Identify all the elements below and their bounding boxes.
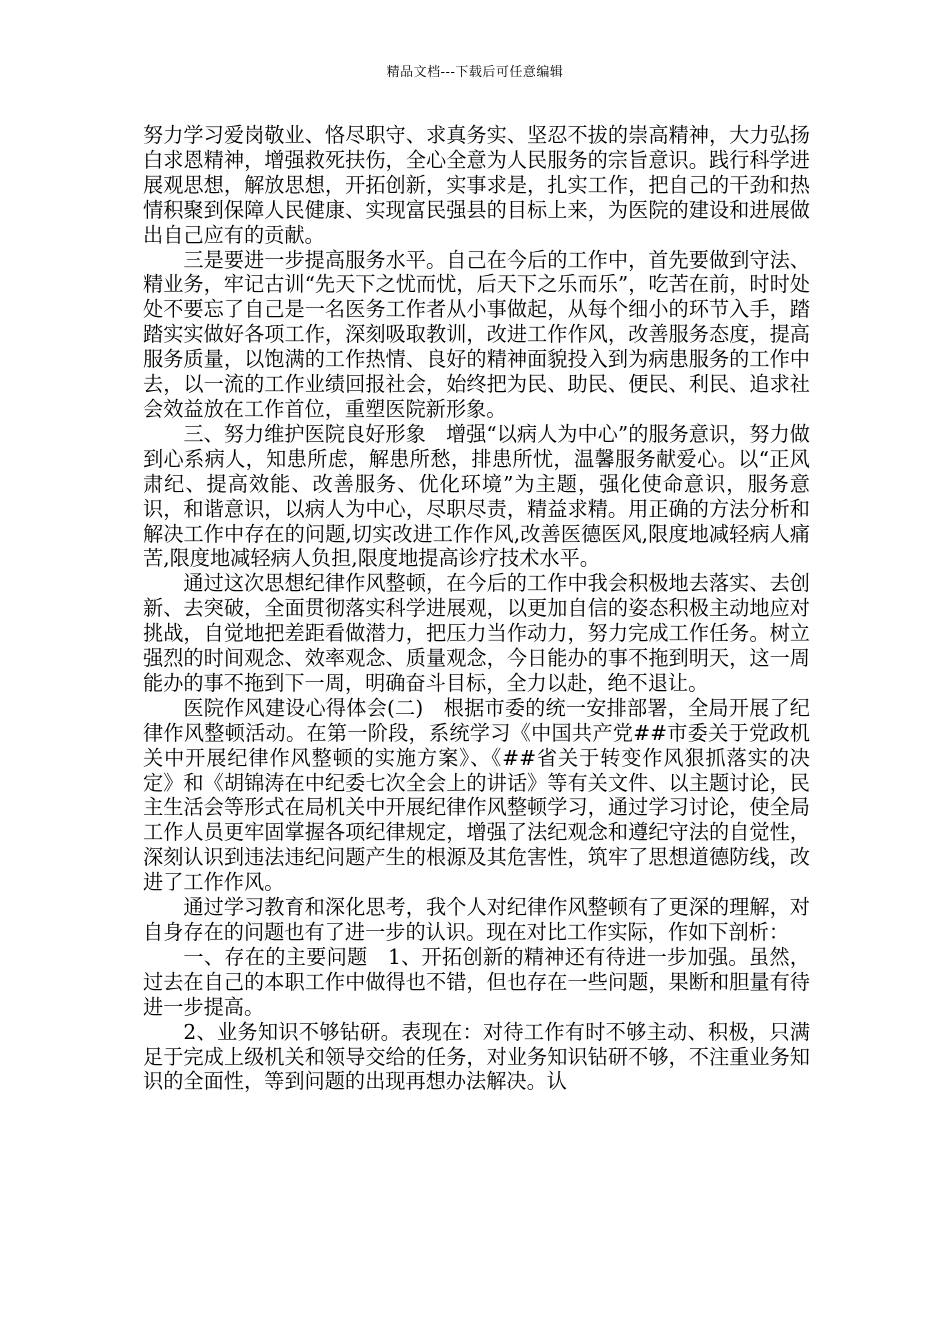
document-body [143, 123, 810, 1094]
page-header: 精品文档---下载后可任意编辑 [386, 65, 564, 80]
paragraph-8: 2、业务知识不够钻研。表现在：对待工作有时不够主动、积极，只满足于完成上级机关和领导交给的任务，对业务知识钻研不够，不注重业务知识的全面性，等到问题的出现再想办法解决。认 [143, 1019, 810, 1094]
paragraph-4: 通过这次思想纪律作风整顿，在今后的工作中我会积极地去落实、去创新、去突破，全面贯彻落实科学进展观，以更加自信的姿态积极主动地应对挑战，自觉地把差距看做潜力，把压力当作动力，努力完成工作任务。树立强烈的时间观念、效率观念、质量观念，今日能办的事不拖到明天，这一周能办的事不拖到下一周，明确奋斗目标，全力以赴，绝不退让。 [143, 571, 810, 695]
paragraph-7: 一、存在的主要问题 1、开拓创新的精神还有待进一步加强。虽然，过去在自己的本职工作中做得也不错，但也存在一些问题，果断和胆量有待进一步提高。 [143, 944, 810, 1019]
paragraph-3: 三、努力维护医院良好形象 增强“以病人为中心”的服务意识，努力做到心系病人，知患所虑，解患所愁，排患所忧，温馨服务献爱心。以“正风肃纪、提高效能、改善服务、优化环境”为主题，强化使命意识，服务意识，和谐意识，以病人为中心，尽职尽责，精益求精。用正确的方法分析和解决工作中存在的问题,切实改进工作作风,改善医德医风,限度地减轻病人痛苦,限度地减轻病人负担,限度地提高诊疗技术水平。 [143, 421, 810, 571]
paragraph-2: 三是要进一步提高服务水平。自己在今后的工作中，首先要做到守法、精业务，牢记古训“先天下之忧而忧，后天下之乐而乐”，吃苦在前，时时处处不要忘了自己是一名医务工作者从小事做起，从每个细小的环节入手，踏踏实实做好各项工作，深刻吸取教训，改进工作作风，改善服务态度，提高服务质量，以饱满的工作热情、良好的精神面貌投入到为病患服务的工作中去，以一流的工作业绩回报社会，始终把为民、助民、便民、利民、追求社会效益放在工作首位，重塑医院新形象。 [143, 247, 810, 421]
paragraph-1: 努力学习爱岗敬业、恪尽职守、求真务实、坚忍不拔的崇高精神，大力弘扬白求恩精神，增强救死扶伤，全心全意为人民服务的宗旨意识。践行科学进展观思想，解放思想，开拓创新，实事求是，扎实工作，把自己的干劲和热情积聚到保障人民健康、实现富民强县的目标上来，为医院的建设和进展做出自己应有的贡献。 [143, 123, 810, 247]
paragraph-5: 医院作风建设心得体会(二) 根据市委的统一安排部署，全局开展了纪律作风整顿活动。在第一阶段，系统学习《中国共产党##市委关于党政机关中开展纪律作风整顿的实施方案》、《##省关于转变作风狠抓落实的决定》和《胡锦涛在中纪委七次全会上的讲话》等有关文件、以主题讨论，民主生活会等形式在局机关中开展纪律作风整顿学习，通过学习讨论，使全局工作人员更牢固掌握各项纪律规定，增强了法纪观念和遵纪守法的自觉性，深刻认识到违法违纪问题产生的根源及其危害性，筑牢了思想道德防线，改进了工作作风。 [143, 695, 810, 895]
paragraph-6: 通过学习教育和深化思考，我个人对纪律作风整顿有了更深的理解，对自身存在的问题也有了进一步的认识。现在对比工作实际，作如下剖析： [143, 895, 810, 944]
